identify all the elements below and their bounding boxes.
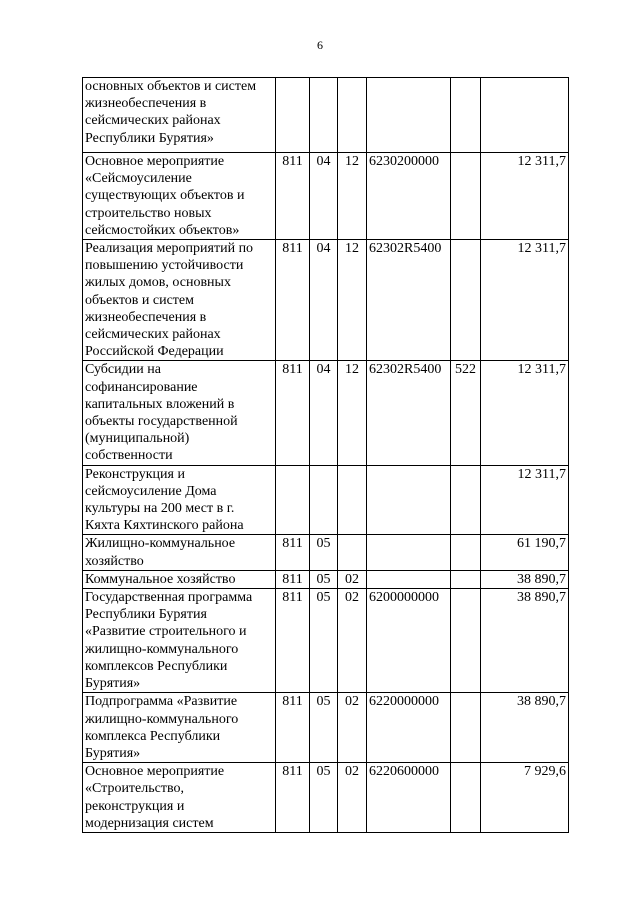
table-row (83, 78, 569, 153)
row-name-cell: Основное мероприятие «Сейсмоусиление существующих объектов и строительство новых сейсмостойких объектов» (83, 153, 276, 240)
row-name-cell: Государственная программа Республики Бурятия «Развитие строительного и жилищно-коммунального комплексов Республики Бурятия» (83, 589, 276, 693)
amount-cell: 12 311,7 (481, 240, 569, 361)
section-code-cell: 04 (310, 153, 338, 240)
amount-cell: 38 890,7 (481, 589, 569, 693)
row-name-cell: основных объектов и систем жизнеобеспечения в сейсмических районах Республики Бурятия» (83, 78, 276, 153)
table-row (83, 535, 569, 570)
ministry-code-cell: 811 (276, 153, 310, 240)
ministry-code-cell: 811 (276, 763, 310, 833)
budget-table-body (83, 78, 569, 833)
section-code-cell: 04 (310, 361, 338, 465)
table-row (83, 240, 569, 361)
target-code-cell: 6200000000 (367, 589, 451, 693)
row-name-cell: Коммунальное хозяйство (83, 570, 276, 588)
ministry-code-cell: 811 (276, 570, 310, 588)
row-name-cell: Основное мероприятие «Строительство, реконструкция и модернизация систем (83, 763, 276, 833)
amount-cell (481, 78, 569, 153)
expense-type-code-cell (451, 535, 481, 570)
ministry-code-cell: 811 (276, 589, 310, 693)
target-code-cell (367, 465, 451, 535)
row-name-cell: Субсидии на софинансирование капитальных вложений в объекты государственной (муниципальной) собственности (83, 361, 276, 465)
subsection-code-cell: 02 (338, 589, 367, 693)
subsection-code-cell (338, 465, 367, 535)
row-name-cell: Подпрограмма «Развитие жилищно-коммунального комплекса Республики Бурятия» (83, 693, 276, 763)
table-row (83, 693, 569, 763)
amount-cell: 7 929,6 (481, 763, 569, 833)
subsection-code-cell (338, 535, 367, 570)
section-code-cell: 05 (310, 570, 338, 588)
target-code-cell: 6220000000 (367, 693, 451, 763)
target-code-cell: 6220600000 (367, 763, 451, 833)
target-code-cell: 62302R5400 (367, 240, 451, 361)
table-row (83, 589, 569, 693)
expense-type-code-cell (451, 589, 481, 693)
expense-type-code-cell (451, 763, 481, 833)
subsection-code-cell: 12 (338, 361, 367, 465)
subsection-code-cell: 12 (338, 153, 367, 240)
ministry-code-cell (276, 465, 310, 535)
table-row (83, 763, 569, 833)
table-row (83, 153, 569, 240)
amount-cell: 38 890,7 (481, 570, 569, 588)
section-code-cell: 05 (310, 693, 338, 763)
section-code-cell: 05 (310, 589, 338, 693)
expense-type-code-cell (451, 153, 481, 240)
budget-table (82, 77, 569, 833)
target-code-cell (367, 78, 451, 153)
subsection-code-cell: 02 (338, 763, 367, 833)
section-code-cell (310, 465, 338, 535)
amount-cell: 12 311,7 (481, 153, 569, 240)
expense-type-code-cell: 522 (451, 361, 481, 465)
row-name-cell: Реконструкция и сейсмоусиление Дома культуры на 200 мест в г. Кяхта Кяхтинского района (83, 465, 276, 535)
target-code-cell: 6230200000 (367, 153, 451, 240)
expense-type-code-cell (451, 78, 481, 153)
amount-cell: 12 311,7 (481, 361, 569, 465)
table-row (83, 465, 569, 535)
target-code-cell: 62302R5400 (367, 361, 451, 465)
table-row (83, 361, 569, 465)
ministry-code-cell: 811 (276, 361, 310, 465)
section-code-cell: 05 (310, 535, 338, 570)
subsection-code-cell (338, 78, 367, 153)
target-code-cell (367, 535, 451, 570)
row-name-cell: Жилищно-коммунальное хозяйство (83, 535, 276, 570)
row-name-cell: Реализация мероприятий по повышению устойчивости жилых домов, основных объектов и систем жизнеобеспечения в сейсмических районах Российской Федерации (83, 240, 276, 361)
expense-type-code-cell (451, 240, 481, 361)
table-row (83, 570, 569, 588)
subsection-code-cell: 12 (338, 240, 367, 361)
section-code-cell: 04 (310, 240, 338, 361)
expense-type-code-cell (451, 465, 481, 535)
subsection-code-cell: 02 (338, 570, 367, 588)
section-code-cell: 05 (310, 763, 338, 833)
expense-type-code-cell (451, 693, 481, 763)
target-code-cell (367, 570, 451, 588)
page-number: 6 (317, 38, 323, 52)
ministry-code-cell: 811 (276, 693, 310, 763)
section-code-cell (310, 78, 338, 153)
amount-cell: 61 190,7 (481, 535, 569, 570)
subsection-code-cell: 02 (338, 693, 367, 763)
ministry-code-cell (276, 78, 310, 153)
amount-cell: 12 311,7 (481, 465, 569, 535)
expense-type-code-cell (451, 570, 481, 588)
ministry-code-cell: 811 (276, 535, 310, 570)
ministry-code-cell: 811 (276, 240, 310, 361)
amount-cell: 38 890,7 (481, 693, 569, 763)
